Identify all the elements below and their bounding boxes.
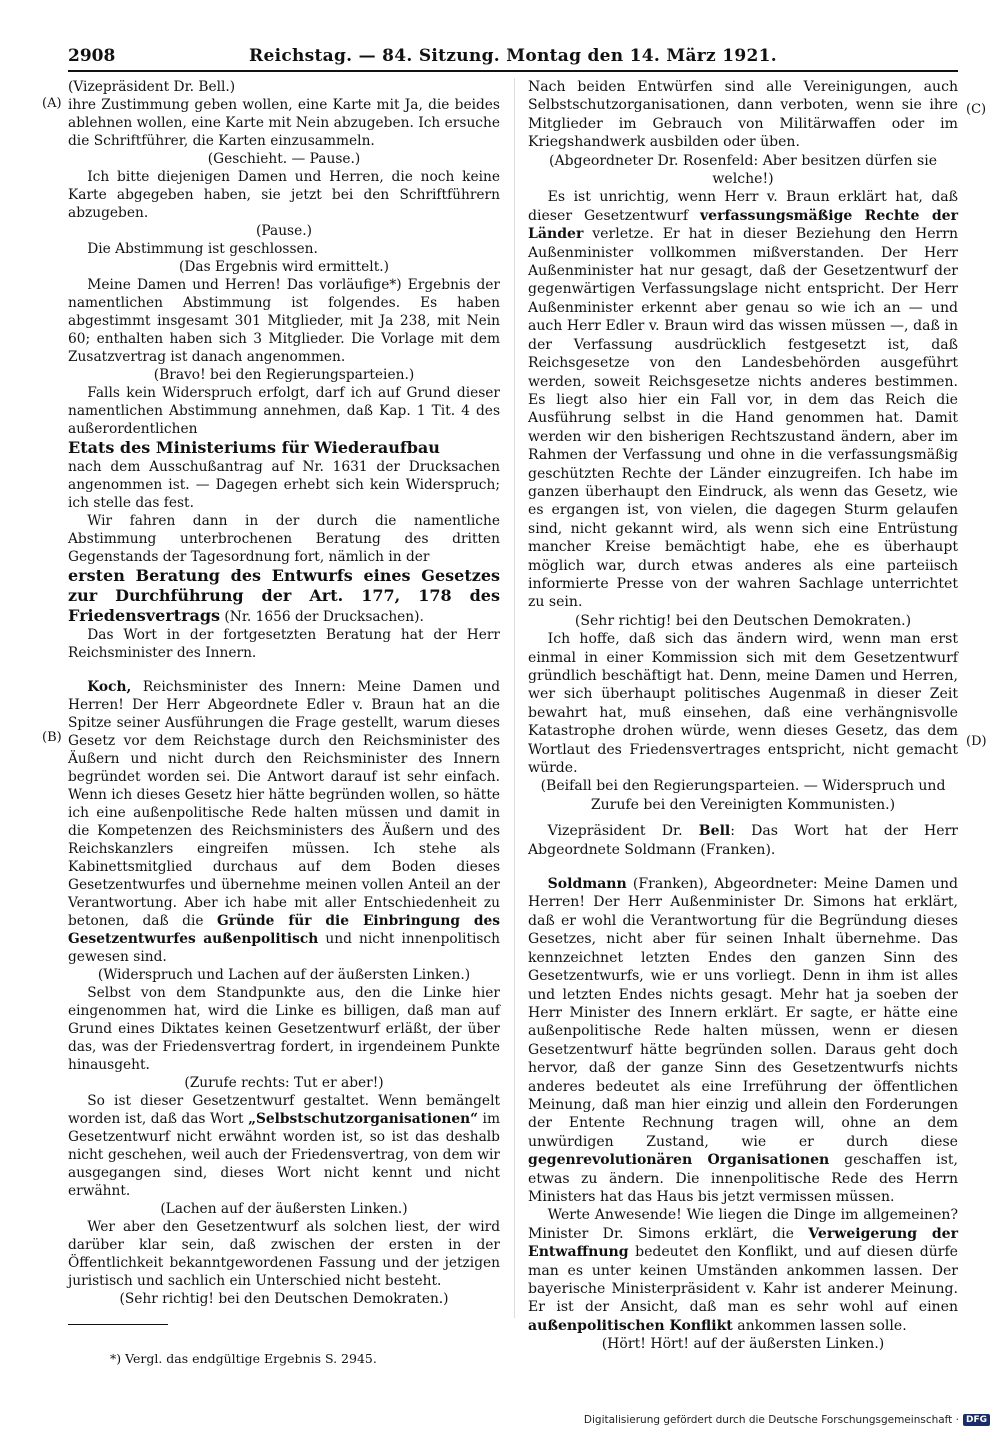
paragraph: Selbst von dem Standpunkte aus, den die Linke hier eingenommen hat, wird die Linke es billigen, daß man auf Grund eines Diktates keinen Gesetzentwurf erläßt, der über das, was der Friedensvertrag fordert, in irgendeinem Punkte hinausgeht.: [68, 984, 500, 1073]
stage-direction: (Sehr richtig! bei den Deutschen Demokraten.): [574, 612, 912, 629]
stage-direction: (Zurufe rechts: Tut er aber!): [184, 1074, 384, 1091]
paragraph-text: ankommen lassen solle.: [732, 1317, 907, 1334]
speaker-name: Koch,: [87, 678, 132, 695]
chair-statement: [528, 822, 958, 859]
stage-direction: (Beifall bei den Regierungsparteien. — Widerspruch und Zurufe bei den Vereinigten Kommunisten.): [540, 778, 946, 813]
page-header: [68, 44, 958, 72]
running-title: Reichstag. — 84. Sitzung. Montag den 14. März 1921.: [249, 46, 777, 66]
emphasis-text: „Selbstschutzorganisationen“: [248, 1110, 479, 1127]
margin-mark-d: (D): [966, 734, 987, 749]
paragraph: Ich hoffe, daß sich das ändern wird, wenn man erst einmal in einer Kommission sich mit dem Gesetzentwurf gründlich beschäftigt hat. Denn, meine Damen und Herren, wer sich überhaupt politisches Augenmaß in dieser Zeit bewahrt hat, muß einsehen, daß eine verhängnisvolle Katastrophe drohen würde, wenn dieses Gesetz, das dem Wortlaut des Friedensvertrages entspricht, nicht gemacht würde.: [528, 631, 958, 777]
paragraph-text: Werte Anwesende! Wie liegen die Dinge im allgemeinen? Minister Dr. Simons erklärt, die: [528, 1207, 958, 1242]
stage-direction: (Bravo! bei den Regierungsparteien.): [153, 367, 415, 383]
speech-text: und nicht innenpolitisch gewesen sind.: [68, 930, 500, 965]
agenda-heading: ersten Beratung des Entwurfs eines Gesetzes zur Durchführung der Art. 177, 178 des Friedensvertrags: [68, 565, 500, 625]
paragraph-text: bedeutet den Konflikt, und auf diesen dürfe man es unter keinen Umständen ankommen lassen. Der bayerische Ministerpräsident v. Kahr ist anderer Meinung. Er ist der Ansicht, daß man es sehr wohl auf einen: [528, 1244, 958, 1316]
chair-text: : Das Wort hat der Herr Abgeordnete Soldmann (Franken).: [528, 823, 958, 858]
speech-text: geschaffen ist, etwas zu ändern. Die innenpolitische Rede des Herrn Ministers hat das Haus bis jetzt vermissen müssen.: [528, 1152, 958, 1205]
speech-text: (Franken), Abgeordneter: Meine Damen und Herren! Der Herr Außenminister Dr. Simons hat erklärt, daß er wohl die Verantwortung für die Begründung dieses Gesetzes, nicht aber für seinen Inhalt übernehme. Das kennzeichnet letzten Endes den ganzen Sinn des Gesetzentwurfs, wie er uns vorliegt. Denn in ihm ist alles und letzten Endes nichts gesagt. Mehr hat ja soeben der Herr Minister des Innern erklärt. Er sagte, er hätte eine außenpolitische Rede halten müssen, wenn er diesen Gesetzentwurf hätte begründen sollen. Daraus geht doch hervor, daß der ganze Sinn des Gesetzentwurfs nichts anderes bedeutet als eine Irreführung der öffentlichen Meinung, daß man hier einzig und allein den Forderungen der Entente Rechnung tragen will, ohne an dem unwürdigen Zustand, wie er durch diese: [528, 876, 958, 1150]
stage-direction: (Lachen auf der äußersten Linken.): [160, 1200, 408, 1217]
stage-direction: (Hört! Hört! auf der äußersten Linken.): [601, 1336, 885, 1353]
paragraph: [528, 1206, 958, 1335]
speech-soldmann: [528, 875, 958, 1206]
paragraph: ihre Zustimmung geben wollen, eine Karte mit Ja, die beides ablehnen wollen, eine Karte mit Nein abzugeben. Ich ersuche die Schriftführer, die Karten einzusammeln.: [68, 97, 500, 149]
emphasis-text: gegenrevolutionären Organisationen: [528, 1152, 830, 1169]
right-column: [528, 78, 958, 1354]
stage-direction: (Widerspruch und Lachen auf der äußersten Linken.): [97, 966, 471, 983]
paragraph: Das Wort in der fortgesetzten Beratung hat der Herr Reichsminister des Innern.: [68, 626, 500, 661]
stage-direction: (Abgeordneter Dr. Rosenfeld: Aber besitzen dürfen sie welche!): [548, 152, 938, 188]
digitization-credit: [584, 1414, 990, 1426]
paragraph: Die Abstimmung ist geschlossen.: [87, 241, 318, 257]
emphasis-text: Gründe für die Einbringung des Gesetzentwurfes außenpolitisch: [68, 912, 500, 947]
paragraph: nach dem Ausschußantrag auf Nr. 1631 der Drucksachen angenommen ist. — Dagegen erhebt sich kein Widerspruch; ich stelle das fest.: [68, 458, 500, 511]
stage-direction: (Geschieht. — Pause.): [207, 151, 361, 167]
paragraph: [528, 188, 958, 611]
margin-mark-b: (B): [42, 730, 62, 745]
page-number: 2908: [68, 46, 116, 66]
emphasis-text: verfassungsmäßige Rechte der Länder: [528, 207, 958, 243]
footnote-rule: [68, 1324, 168, 1325]
left-column: [68, 78, 500, 1308]
chair-title: Vizepräsident Dr.: [547, 823, 699, 840]
emphasis-text: Verweigerung der Entwaffnung: [528, 1225, 958, 1261]
dfg-logo: DFG: [963, 1414, 990, 1426]
stage-direction: (Das Ergebnis wird ermittelt.): [179, 259, 389, 275]
agenda-item: [68, 566, 500, 626]
paragraph: Falls kein Widerspruch erfolgt, darf ich auf Grund dieser namentlichen Abstimmung annehmen, daß Kap. 1 Tit. 4 des außerordentlichen: [68, 385, 500, 437]
paragraph: Meine Damen und Herren! Das vorläufige*) Ergebnis der namentlichen Abstimmung ist folgendes. Es haben abgestimmt insgesamt 301 Mitglieder, mit Ja 238, mit Nein 60; enthalten haben sich 3 Mitglieder. Die Vorlage mit dem Zusatzvertrag ist danach angenommen.: [68, 277, 500, 365]
paragraph-text: Es ist unrichtig, wenn Herr v. Braun erklärt hat, daß dieser Gesetzentwurf: [528, 189, 958, 224]
paragraph: Wir fahren dann in der durch die namentliche Abstimmung unterbrochenen Beratung des dritten Gegenstands der Tagesordnung fort, nämlich in der: [68, 512, 500, 565]
stage-direction: (Sehr richtig! bei den Deutschen Demokraten.): [119, 1290, 449, 1307]
speech-text: Reichsminister des Innern: Meine Damen und Herren! Der Herr Abgeordnete Edler v. Braun hat an die Spitze seiner Ausführungen die Frage gestellt, warum dieses Gesetz vor dem Reichstage durch den Reichsminister des Äußern und nicht durch den Reichsminister des Innern begründet worden sei. Die Antwort darauf ist sehr einfach. Wenn ich dieses Gesetz hier hätte begründen wollen, so hätte ich eine außenpolitische Rede halten müssen und damit in die Kompetenzen des Reichsministers des Äußern und des Reichskanzlers eingreifen müssen. Ich stehe als Kabinettsmitglied durchaus auf dem Boden dieses Gesetzentwurfes und übernehme meinen vollen Anteil an der Verantwortung. Aber ich habe mit aller Entschiedenheit zu betonen, daß die: [68, 678, 500, 929]
paragraph-text: So ist dieser Gesetzentwurf gestaltet. Wenn bemängelt worden ist, daß das Wort: [68, 1092, 500, 1127]
paragraph-text: verletze. Er hat in dieser Beziehung den Herrn Außenminister vollkommen mißverstanden. Der Herr Außenminister hat nur gesagt, daß der Gesetzentwurf der gegenwärtigen Verfassungslage nicht entspricht. Der Herr Außenminister erkennt aber genau so wie ich an — und auch Herr Edler v. Braun wird das wissen müssen —, daß in der Verfassung ausdrücklich festgesetzt ist, daß Reichsgesetze von den Landesbehörden ausgeführt werden, soweit Reichsgesetze nichts anderes bestimmen. Es liegt also hier ein Fall vor, in dem das Reich die Ausführung selbst in die Hand genommen hat. Damit werden wir den bisherigen Rechtszustand ändern, aber im Rahmen der Verfassung und ohne in die verfassungsmäßig geschützten Rechte der Länder einzugreifen. Ich habe im ganzen überhaupt den Eindruck, als wenn das Gesetz, wie es ergangen ist, von vielen, die dagegen Sturm gelaufen sind, nicht gekannt wird, als wenn sich eine Entrüstung mancher Kreise bemächtigt habe, ehe es überhaupt möglich war, durch etwas anderes als eine parteiisch informierte Presse von der wahren Sachlage unterrichtet zu sein.: [528, 226, 958, 611]
paragraph: [68, 1092, 500, 1200]
footnote: *) Vergl. das endgültige Ergebnis S. 2945.: [110, 1350, 377, 1366]
stage-direction: (Pause.): [256, 223, 312, 239]
paragraph: Ich bitte diejenigen Damen und Herren, die noch keine Karte abgegeben haben, sie jetzt bei den Schriftführern abzugeben.: [68, 169, 500, 221]
column-divider: [514, 78, 515, 1318]
margin-mark-c: (C): [966, 102, 987, 117]
paragraph-text: im Gesetzentwurf nicht erwähnt worden ist, so ist das deshalb nicht geschehen, weil auch der Friedensvertrag, von dem wir ausgegangen sind, dieses Wort nicht kennt und nicht erwähnt.: [68, 1110, 500, 1199]
emphasis-text: außenpolitischen Konflikt: [528, 1317, 733, 1334]
agenda-heading: Etats des Ministeriums für Wiederaufbau: [68, 438, 440, 457]
chair-name: Bell: [698, 823, 731, 840]
speech-koch: [68, 678, 500, 966]
paragraph: Wer aber den Gesetzentwurf als solchen liest, der wird darüber klar sein, daß zwischen der ersten in der Öffentlichkeit bekanntgewordenen Fassung und der jetzigen juristisch und sachlich ein Unterschied nicht besteht.: [68, 1218, 500, 1289]
paragraph: Nach beiden Entwürfen sind alle Vereinigungen, auch Selbstschutzorganisationen, dann verboten, wenn sie ihre Mitglieder im Gebrauch von Militärwaffen oder im Kriegshandwerk ausbilden oder üben.: [528, 79, 958, 151]
credit-text: Digitalisierung gefördert durch die Deutsche Forschungsgemeinschaft ·: [583, 1414, 959, 1426]
margin-mark-a: (A): [42, 96, 62, 111]
speaker-name: Soldmann: [547, 876, 627, 893]
agenda-reference: (Nr. 1656 der Drucksachen).: [220, 608, 424, 625]
speaker-tag: (Vizepräsident Dr. Bell.): [68, 79, 236, 95]
